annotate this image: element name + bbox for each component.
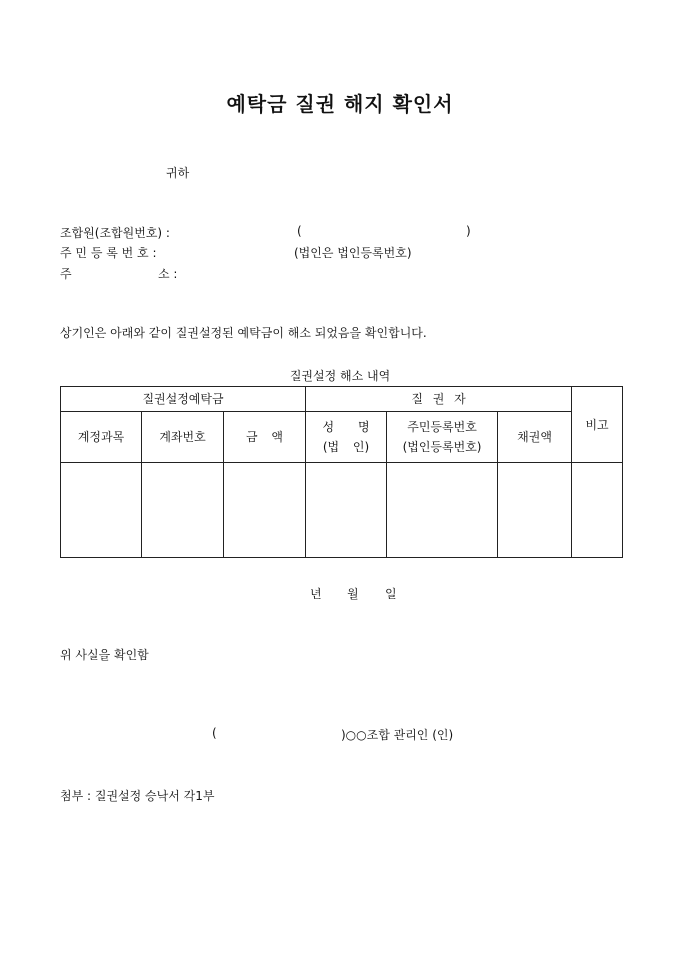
signer-text: )○○조합 관리인 (인) — [341, 728, 454, 742]
header-name — [306, 412, 387, 463]
date-year: 년 — [310, 587, 322, 601]
header-amount: 금 액 — [224, 412, 306, 463]
resident-number-note: (법인은 법인등록번호) — [294, 246, 412, 260]
address-label-left: 주 — [60, 267, 72, 281]
header-registration-line2: (법인등록번호) — [402, 440, 482, 454]
page-title: 예탁금 질권 해지 확인서 — [226, 92, 454, 116]
table-caption: 질권설정 해소 내역 — [289, 369, 391, 383]
member-paren-close: ) — [466, 224, 471, 238]
header-account-subject: 계정과목 — [61, 412, 142, 463]
header-registration-number — [387, 412, 498, 463]
cell-remarks[interactable] — [572, 463, 623, 558]
cell-registration-number[interactable] — [387, 463, 498, 558]
header-name-line2: (법 인) — [322, 440, 370, 454]
cell-account-number[interactable] — [142, 463, 224, 558]
header-claim-amount: 채권액 — [498, 412, 572, 463]
header-account-number: 계좌번호 — [142, 412, 224, 463]
header-pledgee: 질 권 자 — [306, 387, 572, 412]
address-label-right: 소 : — [158, 267, 178, 281]
header-remarks: 비고 — [572, 387, 623, 463]
date-day: 일 — [385, 587, 397, 601]
statement-text: 상기인은 아래와 같이 질권설정된 예탁금이 해소 되었음을 확인합니다. — [60, 326, 427, 340]
recipient-label: 귀하 — [166, 166, 190, 180]
header-name-line1: 성 명 — [322, 420, 370, 434]
member-paren-open: ( — [297, 224, 302, 238]
attachment-note: 첨부 : 질권설정 승낙서 각1부 — [60, 789, 215, 803]
header-registration-line1: 주민등록번호 — [407, 420, 477, 434]
resident-number-label: 주 민 등 록 번 호 : — [60, 246, 157, 260]
confirm-text: 위 사실을 확인함 — [60, 648, 149, 662]
header-pledged-deposit: 질권설정예탁금 — [61, 387, 306, 412]
cell-name[interactable] — [306, 463, 387, 558]
release-details-table — [60, 386, 623, 558]
cell-account-subject[interactable] — [61, 463, 142, 558]
cell-amount[interactable] — [224, 463, 306, 558]
date-month: 월 — [347, 587, 359, 601]
signer-paren-open: ( — [212, 726, 217, 740]
cell-claim-amount[interactable] — [498, 463, 572, 558]
member-label: 조합원(조합원번호) : — [60, 226, 170, 240]
